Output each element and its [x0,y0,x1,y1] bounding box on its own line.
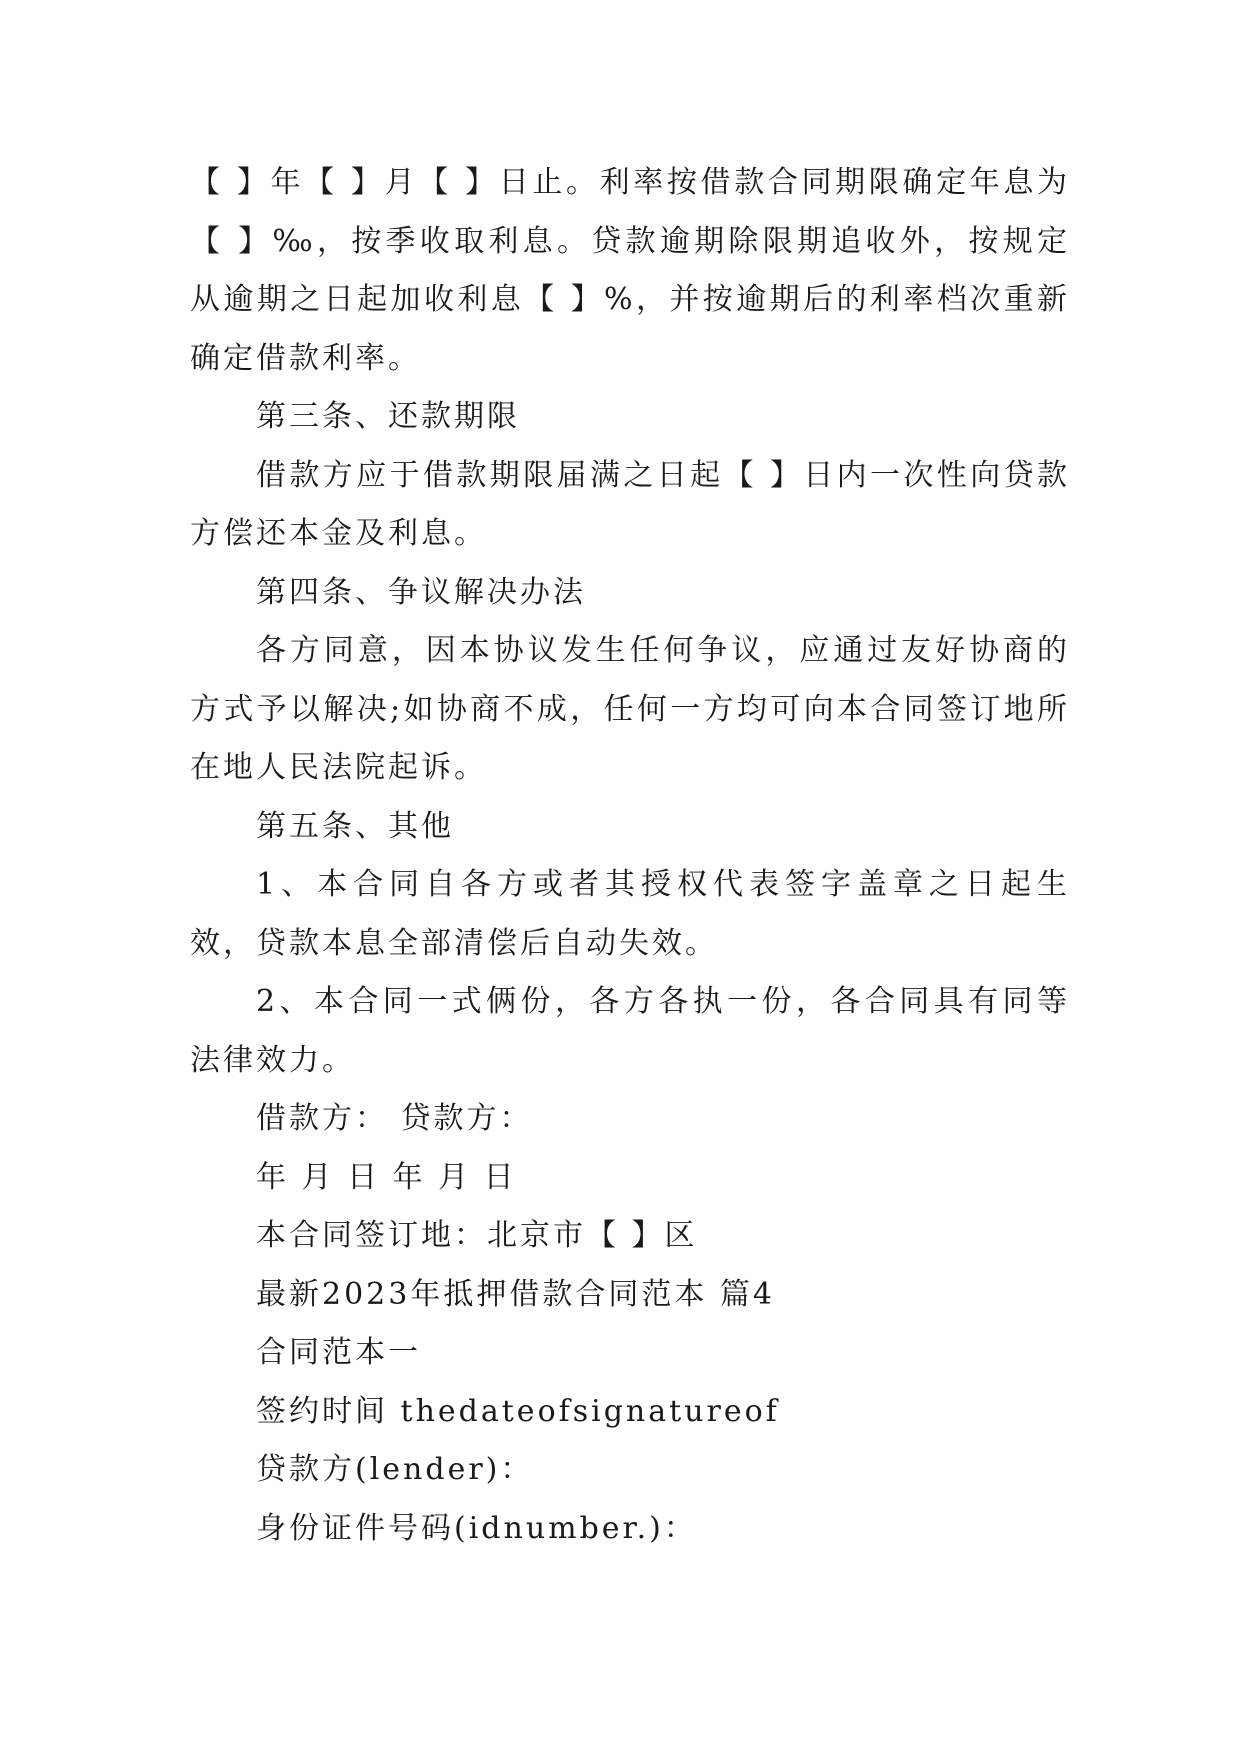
paragraph-effective: 1、本合同自各方或者其授权代表签字盖章之日起生效，贷款本息全部清偿后自动失效。 [190,867,1070,961]
lender-label: 贷款方(lender)： [256,1452,534,1487]
paragraph-copies: 2、本合同一式俩份，各方各执一份，各合同具有同等法律效力。 [190,984,1070,1078]
heading-article-5: 第五条、其他 [256,808,454,844]
paragraph-repayment: 借款方应于借款期限届满之日起【 】日内一次性向贷款方偿还本金及利息。 [190,457,1070,551]
section-title: 最新2023年抵押借款合同范本 篇4 [256,1276,775,1312]
signature-parties: 借款方： 贷款方： [256,1101,533,1136]
signing-date-label: 签约时间 thedateofsignatureof [256,1393,780,1429]
document-body [190,154,1070,1558]
paragraph-interest-terms: 【 】年【 】月【 】日止。利率按借款合同期限确定年息为【 】‰，按季收取利息。贷款逾期除限期追收外，按规定从逾期之日起加收利息【 】%，并按逾期后的利率档次重新确定借款利率。 [190,165,1070,376]
paragraph-dispute: 各方同意，因本协议发生任何争议，应通过友好协商的方式予以解决;如协商不成，任何一方均可向本合同签订地所在地人民法院起诉。 [190,633,1070,785]
signing-place: 本合同签订地：北京市【 】区 [256,1218,698,1253]
heading-article-3: 第三条、还款期限 [256,399,520,434]
signature-dates: 年 月 日 年 月 日 [256,1159,517,1195]
template-title: 合同范本一 [256,1335,421,1370]
id-number-label: 身份证件号码(idnumber.)： [256,1510,697,1546]
heading-article-4: 第四条、争议解决办法 [256,574,586,610]
